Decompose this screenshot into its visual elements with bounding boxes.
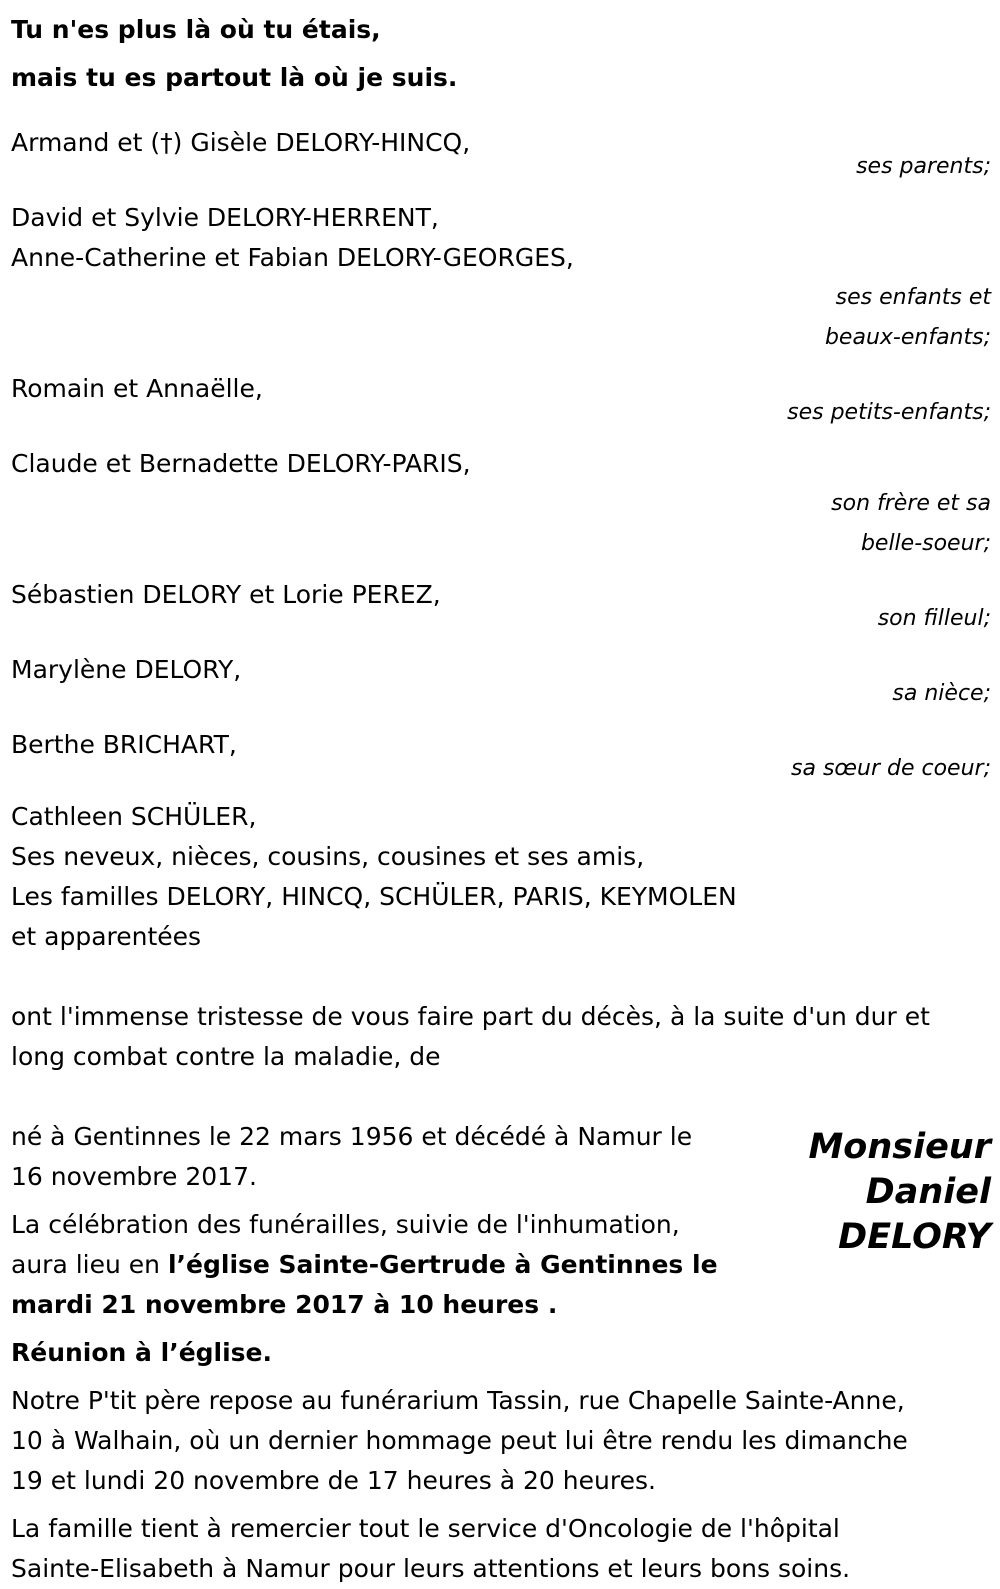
deceased-section — [11, 1117, 991, 1325]
relatives-line: et apparentées — [11, 922, 202, 951]
family-entry — [11, 575, 991, 639]
rest-line: Notre P'tit père repose au funérarium Tassin, rue Chapelle Sainte-Anne, — [11, 1386, 905, 1415]
birth-death-info — [11, 1117, 731, 1197]
family-entry — [11, 444, 991, 564]
meeting-line: Réunion à l’église. — [11, 1338, 273, 1367]
birth-line: 16 novembre 2017. — [11, 1162, 257, 1191]
relatives-line: Cathleen SCHÜLER, — [11, 802, 257, 831]
family-role: beaux-enfants; — [824, 325, 991, 350]
family-names: Armand et (†) Gisèle DELORY-HINCQ, — [11, 128, 471, 157]
family-names: Sébastien DELORY et Lorie PEREZ, — [11, 580, 441, 609]
family-entry — [11, 198, 991, 358]
family-names: Anne-Catherine et Fabian DELORY-GEORGES, — [11, 243, 574, 272]
funeral-location: l’église Sainte-Gertrude à Gentinnes le — [167, 1250, 718, 1279]
deceased-name — [808, 1125, 991, 1260]
deceased-title: Monsieur — [808, 1127, 991, 1167]
thanks-line: Sainte-Elisabeth à Namur pour leurs attentions et leurs bons soins. — [11, 1554, 851, 1583]
epigraph — [11, 6, 991, 102]
family-role: sa sœur de coeur; — [791, 756, 991, 781]
epigraph-line: mais tu es partout là où je suis. — [11, 63, 458, 92]
family-names: Berthe BRICHART, — [11, 730, 237, 759]
announcement-line: long combat contre la maladie, de — [11, 1042, 441, 1071]
thanks-info — [11, 1509, 991, 1589]
rest-info — [11, 1381, 991, 1501]
epigraph-line: Tu n'es plus là où tu étais, — [11, 15, 381, 44]
relatives-line: Les familles DELORY, HINCQ, SCHÜLER, PARIS, KEYMOLEN — [11, 882, 737, 911]
family-role: ses petits-enfants; — [787, 400, 991, 425]
family-entry — [11, 650, 991, 714]
family-role: son frère et sa — [831, 491, 991, 516]
thanks-line: La famille tient à remercier tout le service d'Oncologie de l'hôpital — [11, 1514, 840, 1543]
rest-line: 19 et lundi 20 novembre de 17 heures à 20 heures. — [11, 1466, 656, 1495]
funeral-text: aura lieu en — [11, 1250, 168, 1279]
relatives-line: Ses neveux, nièces, cousins, cousines et ses amis, — [11, 842, 645, 871]
family-names: Claude et Bernadette DELORY-PARIS, — [11, 449, 471, 478]
funeral-info — [11, 1205, 731, 1325]
family-list — [11, 123, 991, 789]
family-role: sa nièce; — [892, 681, 991, 706]
family-entry — [11, 369, 991, 433]
family-names: David et Sylvie DELORY-HERRENT, — [11, 203, 439, 232]
family-role: belle-soeur; — [860, 531, 991, 556]
rest-line: 10 à Walhain, où un dernier hommage peut lui être rendu les dimanche — [11, 1426, 908, 1455]
deceased-last-name: DELORY — [838, 1217, 991, 1257]
family-role: ses parents; — [856, 154, 991, 179]
funeral-line: La célébration des funérailles, suivie de l'inhumation, — [11, 1210, 680, 1239]
family-names: Romain et Annaëlle, — [11, 374, 263, 403]
family-role: ses enfants et — [835, 285, 991, 310]
family-names: Marylène DELORY, — [11, 655, 242, 684]
obituary-notice — [11, 6, 991, 1589]
funeral-line — [11, 1245, 731, 1285]
meeting-info — [11, 1333, 991, 1373]
deceased-first-name: Daniel — [865, 1172, 991, 1212]
family-entry — [11, 725, 991, 789]
other-relatives — [11, 797, 991, 957]
announcement-line: ont l'immense tristesse de vous faire part du décès, à la suite d'un dur et — [11, 1002, 930, 1031]
family-entry — [11, 123, 991, 187]
birth-line: né à Gentinnes le 22 mars 1956 et décédé à Namur le — [11, 1122, 693, 1151]
family-role: son filleul; — [877, 606, 991, 631]
announcement — [11, 997, 991, 1077]
funeral-date: mardi 21 novembre 2017 à 10 heures . — [11, 1290, 558, 1319]
